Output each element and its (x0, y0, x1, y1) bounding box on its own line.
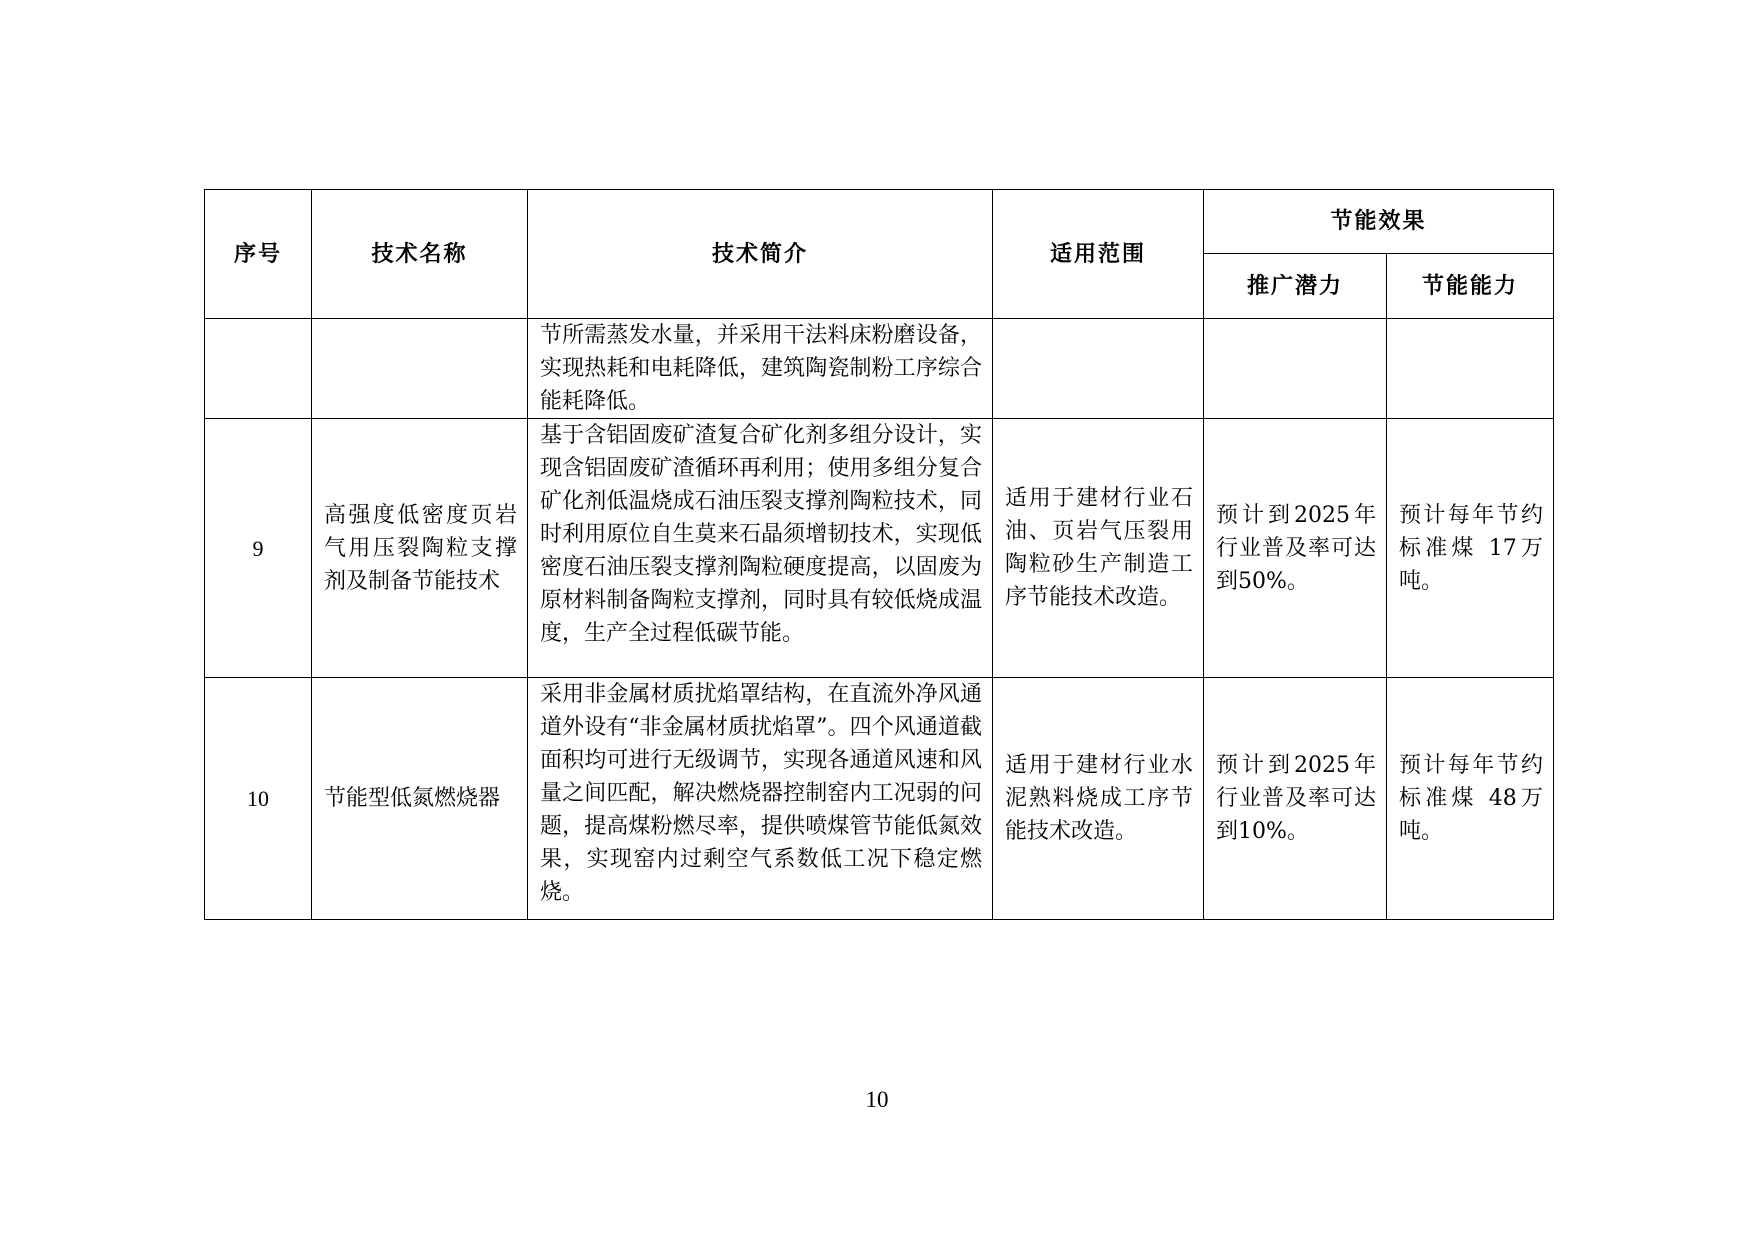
row-summary: 采用非金属材质扰焰罩结构，在直流外净风通道外设有“非金属材质扰焰罩”。四个风通道截面积均可进行无级调节，实现各通道风速和风量之间匹配，解决燃烧器控制窑内工况弱的问题，提高煤粉燃尽率，提供喷煤管节能低氮效果，实现窑内过剩空气系数低工况下稳定燃烧。 (528, 678, 993, 920)
row-potential: 预计到2025年行业普及率可达到10%。 (1204, 678, 1387, 920)
row-name: 节能型低氮燃烧器 (312, 678, 528, 920)
row-capacity (1387, 319, 1554, 419)
row-potential: 预计到2025年行业普及率可达到50%。 (1204, 419, 1387, 678)
row-name (312, 319, 528, 419)
header-no: 序号 (205, 190, 312, 319)
row-potential (1204, 319, 1387, 419)
header-effect: 节能效果 (1204, 190, 1554, 254)
header-name: 技术名称 (312, 190, 528, 319)
row-scope: 适用于建材行业水泥熟料烧成工序节能技术改造。 (993, 678, 1204, 920)
table-header-row (205, 190, 1554, 254)
row-no: 10 (205, 678, 312, 920)
row-name: 高强度低密度页岩气用压裂陶粒支撑剂及制备节能技术 (312, 419, 528, 678)
header-scope: 适用范围 (993, 190, 1204, 319)
row-capacity: 预计每年节约标准煤 17万吨。 (1387, 419, 1554, 678)
technology-table (204, 189, 1554, 920)
header-potential: 推广潜力 (1204, 254, 1387, 319)
header-capacity: 节能能力 (1387, 254, 1554, 319)
table-row (205, 319, 1554, 419)
row-no (205, 319, 312, 419)
row-summary: 基于含铝固废矿渣复合矿化剂多组分设计，实现含铝固废矿渣循环再利用；使用多组分复合矿化剂低温烧成石油压裂支撑剂陶粒技术，同时利用原位自生莫来石晶须增韧技术，实现低密度石油压裂支撑剂陶粒硬度提高，以固废为原材料制备陶粒支撑剂，同时具有较低烧成温度，生产全过程低碳节能。 (528, 419, 993, 678)
row-scope: 适用于建材行业石油、页岩气压裂用陶粒砂生产制造工序节能技术改造。 (993, 419, 1204, 678)
row-scope (993, 319, 1204, 419)
table-row (205, 419, 1554, 678)
header-summary: 技术简介 (528, 190, 993, 319)
row-no: 9 (205, 419, 312, 678)
table-row (205, 678, 1554, 920)
row-capacity: 预计每年节约标准煤 48万吨。 (1387, 678, 1554, 920)
row-summary: 节所需蒸发水量，并采用干法料床粉磨设备，实现热耗和电耗降低，建筑陶瓷制粉工序综合能耗降低。 (528, 319, 993, 419)
page-number: 10 (865, 1087, 889, 1112)
